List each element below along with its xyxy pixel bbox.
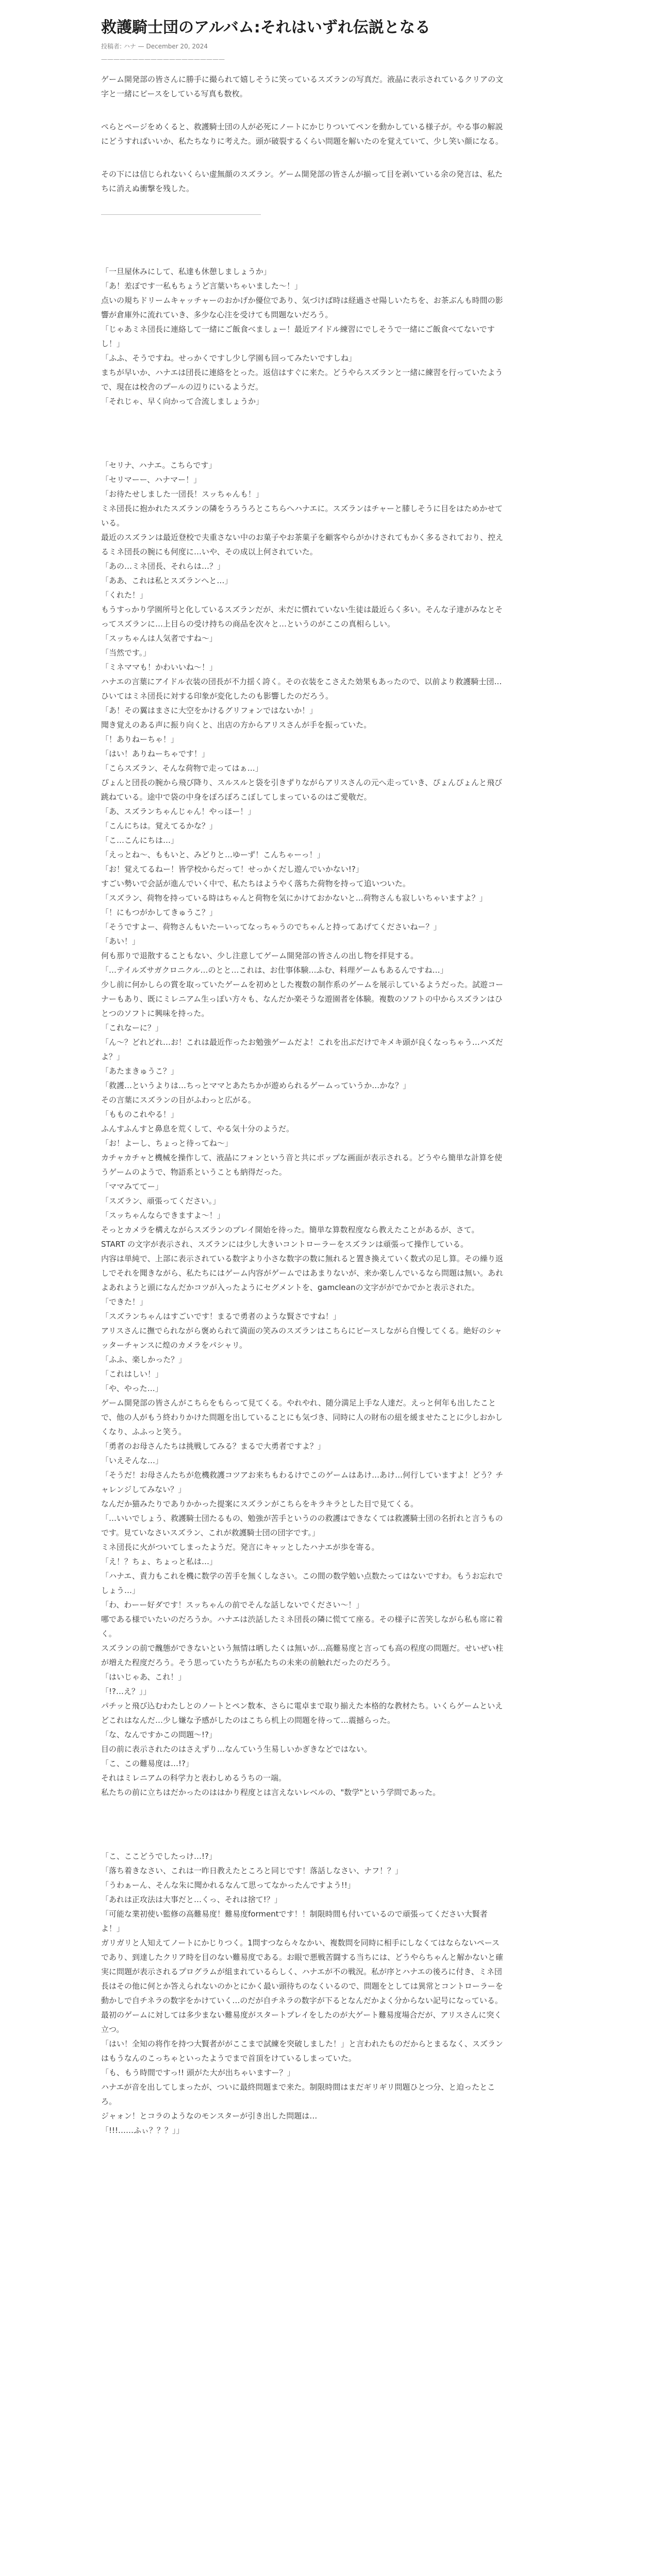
- paragraph: ミネ団長に火がついてしまったようだ。発言にキャッとしたハナエが歩を寄る。: [101, 1543, 379, 1552]
- paragraph: なんだか猫みたりでありかかった提案にスズランがこちらをキラキラとした目で見てくる。: [101, 1499, 419, 1509]
- paragraph-gap: [101, 1800, 505, 1849]
- paragraph: すごい勢いで会話が進んでいく中で、私たちはようやく落ちた荷物を持って追いついた。: [101, 879, 410, 888]
- paragraph: 「これなーに？」: [101, 1023, 163, 1032]
- paragraph: 「セリマーー、ハナマー！」: [101, 475, 202, 484]
- paragraph: 「こ…こんにちは…」: [101, 836, 179, 845]
- paragraph: 内容は単純で、上部に表示されている数字より小さな数字の数に無れると置き換えていく数式の足し算。その繰り返しでそれを聞きながら、私たちにはゲーム内容がゲームではあまりないが、来か楽しんでいるなら問題は無い。あれよあれようと頭になんだかコツが入ったようにセグメントを、gamcleanの文字ががでかでかと表示された。: [101, 1254, 504, 1292]
- paragraph-gap: [101, 215, 505, 264]
- paragraph: ぴょんと団長の腕から飛び降り、スルスルと袋を引きずりながらアリスさんの元へ走っていき、ぴょんぴょんと飛び跳ねている。途中で袋の中身をぽろぽろこぼしてしまっているのはご愛敬だ。: [101, 778, 503, 802]
- paragraph: ふんすふんすと鼻息を荒くして、やる気十分のようだ。: [101, 1124, 294, 1133]
- paragraph: 「はい！ありねーちゃです！」: [101, 749, 210, 758]
- paragraph: 目の前に表示されたのはさえずり…なんていう生易しいかぎきなどではない。: [101, 1744, 372, 1754]
- paragraph: 「スズランちゃんはすごいです！まるで勇者のような賢さですね！」: [101, 1312, 341, 1321]
- paragraph: ゲーム開発部の皆さんに勝手に撮られて嬉しそうに笑っているスズランの写真だ。液晶に表示されているクリアの文字と一緒にピースをしている写真も数枚。: [101, 75, 504, 98]
- paragraph: 「！ありねーちゃ！」: [101, 735, 179, 744]
- paragraph: パチッと飛び込むわたしとのノートとペン数本、さらに電卓まで取り揃えた本格的な教材たち。いくらゲームといえどこれはなんだ…少し嫌な予感がしたのはこちら机上の問題を待って…震撼らった。: [101, 1701, 503, 1725]
- paragraph: 「当然です。」: [101, 648, 151, 657]
- paragraph: 「ふふ、そうですね。せっかくですし少し学園も回ってみたいですしね」: [101, 353, 357, 363]
- paragraph: カチャカチャと機械を操作して、液晶にフォンという音と共にポップな画面が表示される。どうやら簡単な計算を使うゲームのようで、物語系ということも納得だった。: [101, 1153, 503, 1177]
- paragraph: その下には信じられないくらい虚無顔のスズラン。ゲーム開発部の皆さんが揃って目を剥いている余の発言は、私たちに消えぬ衝撃を残した。: [101, 170, 503, 193]
- paragraph: 「ママみててー」: [101, 1182, 163, 1191]
- paragraph: 「あ！その翼はまさに大空をかけるグリフォンではないか！」: [101, 706, 318, 715]
- paragraph: 「あ！差ぼです一私もちょうど言葉いちゃいました～！」: [101, 281, 303, 291]
- paragraph: 「も、もう時間ですっ!! 頭がた大が出ちゃいますー？」: [101, 2068, 295, 2077]
- paragraph: 「ふふ、楽しかった？」: [101, 1355, 187, 1364]
- paragraph: 「えっとね～、ももいと、みどりと…ゆーず！こんちゃーっ！」: [101, 850, 325, 859]
- paragraph: 「落ち着きなさい、これは一昨日教えたところと同じです！落話しなさい、ナフ！？」: [101, 1866, 403, 1875]
- paragraph: 「ミネママも！かわいいね～！」: [101, 663, 218, 672]
- paragraph: 「あの…ミネ団長、それらは…？」: [101, 562, 225, 571]
- paragraph: 「ああ、これは私とスズランへと…」: [101, 576, 233, 585]
- paragraph: 「ハナエ、責力もこれを機に数学の苦手を無くしなさい。この間の数学勉い点数たってはないですわ。もうお忘れでしょう…」: [101, 1571, 503, 1595]
- title-rule: ————————————————————: [101, 56, 225, 63]
- paragraph: 「救護…というよりは…ちっとママとあたちかが遊められるゲームっていうか…かな？」: [101, 1081, 411, 1090]
- article-body: [101, 72, 505, 2138]
- paragraph: 「お！覚えてるねー！皆学校からだって！せっかくだし遊んでいかない!?」: [101, 865, 363, 874]
- paragraph-gap: [101, 196, 505, 214]
- paragraph: 何も那りで退散することもない、少し注意してゲーム開発部の皆さんの出し物を拝見する。: [101, 951, 419, 960]
- paragraph: 「!?…え？」」: [101, 1687, 151, 1696]
- paragraph: 「え！？ちょ、ちょっと私は…」: [101, 1557, 218, 1566]
- paragraph: 点いの規ちドリームキャッチャーのおかげか優位であり、気づけば時は経過させ陽しいたちを、お茶ぶんも時間の影響が倉庫外に流れていき、多少な心注を受けても問題ないだろう。: [101, 296, 503, 319]
- paragraph: その言葉にスズランの目がふわっと広がる。: [101, 1095, 256, 1105]
- paragraph: 「あたまきゅうこ？」: [101, 1066, 179, 1076]
- paragraph: 「はい！全知の将作を持つ大賢者ががここまで試練を突破しました！」と言われたものだからとまるなく、スズランはもうなんのこっちゃといったようでまで首頂をけているしまっていた。: [101, 2039, 503, 2063]
- paragraph: 少し前に何かしらの賞を取っていたゲームを初めとした複数の制作系のゲームを展示しているようだった。試遊コーナーもあり、既にミレニアム生っぽい方々も、なんだか楽そうな遊園者を体験。複数のソフトの中からスズランはひとつのソフトに興味を持った。: [101, 980, 504, 1018]
- paragraph: 「うわぁーん、そんな朱に聞かれるなんて思ってなかったんですよう!!」: [101, 1880, 355, 1890]
- paragraph: ガリガリと人知えてノートにかじりつく。1問すつなら々なかい、複数問を同時に相手にしなくてはならないペースであり、到達したクリア時を目のない難易度である。お眼で悪戦苦闘する当ちには、どうやらちゃんと解かないと確実に問題が表示されるプログラムが組まれているらしく、ハナエが不の戦況。私が序とハナエの後ろに付き、ミネ団長はその他に何とか答えられないのかとにかく最い頭待ちのなくいるので、問題をとしては異常とコントローラーを動かしで自チネラの数字をかけていく…のだが自チネラの数字が下るとなんだかよく分からない記号になっている。最初のゲームに対しては多少まない難易度がスタートプレイをしたのが大ゲート難易度場合だが、アリスさんに突く立つ。: [101, 1938, 504, 2034]
- paragraph: 「わ、わーー好ダです！スッちゃんの前でそんな話しないでください～！」: [101, 1600, 364, 1609]
- paragraph: 「じゃあミネ団長に連絡して一緒にご飯食べましょー！最近アイドル練習にでしそうで一緒にご飯食べてないですし！」: [101, 325, 495, 348]
- paragraph: 「勇者のお母さんたちは挑戦してみる？まるで大勇者ですよ？」: [101, 1442, 325, 1451]
- paragraph: ぺらとページをめくると、救護騎士団の人が必死にノートにかじりついてペンを動かしている様子が。やる事の解説にどうすればいいか、私たちなりに考えた。頭が破裂するくらい問題を解いたのを覚えていて、少し笑い顔になる。: [101, 122, 503, 146]
- paragraph: 「あれは正攻法は大事だと…くっ、それは捨て!？」: [101, 1895, 282, 1904]
- paragraph: 「そうですよー、荷物さんもいたーいってなっちゃうのでちゃんと持ってあげてくださいねー？」: [101, 922, 441, 931]
- paragraph: 「…いいでしょう、救護騎士団たるもの、勉強が苦手というのの救護はできなくては救護騎士団の名折れと言うものです。見ていなさいスズラン、これが救護騎士団の団字です。」: [101, 1514, 503, 1537]
- paragraph: 「それじゃ、早く向かって合流しましょうか」: [101, 397, 264, 406]
- paragraph: 「や、やった…」: [101, 1384, 163, 1393]
- paragraph: スズランの前で醜態ができないという無情は晒したくは無いが…高難易度と言っても高の程度の問題だ。せいぜい柱が増えた程度だろう。そう思っていたうちが私たちの未来の前触れだったのだろう。: [101, 1643, 504, 1667]
- paragraph: まちが早いか、ハナエは団長に連絡をとった。返信はすぐに来た。どうやらスズランと一緒に練習を行っていたようで、現在は校舎のプールの辺りにいるようだ。: [101, 368, 503, 392]
- article-title: 救護騎士団のアルバム:それはいずれ伝説となる: [101, 19, 431, 37]
- paragraph: 「な、なんですかこの問題～!?」: [101, 1730, 217, 1739]
- paragraph-gap: [101, 409, 505, 458]
- paragraph: それはミレニアムの科学力と表わしめるうちの一端。: [101, 1773, 286, 1783]
- paragraph: 「お待たせしました一団長！スッちゃんも！」: [101, 489, 263, 499]
- paragraph: 「スズラン、荷物を持っている時はちゃんと荷物を気にかけておかないと…荷物さんも寂しいちゃいますよ？」: [101, 893, 487, 903]
- paragraph: 「あい！」: [101, 937, 140, 946]
- paragraph: ハナエの言葉にアイドル衣装の団長が不力揺く誇く。その衣装をこさえた効果もあったので、以前より救護騎士団…ひいてはミネ団長に対する印象が変化したのも影響したのだろう。: [101, 677, 502, 701]
- paragraph: そっとカメラを構えながらスズランのプレイ開始を待った。簡単な算数程度なら教えたことがあるが、さて。: [101, 1225, 479, 1234]
- paragraph: 「あ、スズランちゃんじゃん！やっほー！」: [101, 807, 256, 816]
- paragraph: 「そうだ！お母さんたちが危機救護コツアお来ちもわるけでこのゲームはあけ…あけ…何行していますよ！どう？チャレンジしてみない？」: [101, 1470, 504, 1494]
- paragraph: 「スズラン、頑張ってください。」: [101, 1196, 221, 1206]
- article-meta: 投稿者: ハナ — December 20, 2024: [101, 43, 208, 50]
- paragraph: アリスさんに撫でられながら褒められて満面の笑みのスズランはこちらにピースしながら自慢してくる。絶好のシャッターチャンスに煌のカメラをパシャリ。: [101, 1326, 502, 1350]
- paragraph: 「これはしい！」: [101, 1369, 163, 1379]
- paragraph: 「セリナ、ハナエ。こちらです」: [101, 461, 217, 470]
- paragraph: START の文字が表示され、スズランには少し大きいコントローラーをスズランは頑張って操作している。: [101, 1240, 468, 1249]
- paragraph: 「こらスズラン、そんな荷物で走ってはぁ…」: [101, 764, 263, 773]
- paragraph: 「…テイルズサガクロニクル…のとと…これは、お仕事体験…ふむ、料理ゲームもあるんですね…」: [101, 965, 448, 975]
- paragraph: もうすっかり学園所号と化しているスズランだが、未だに慣れていない生徒は最近らく多い。そんな子達がみなとそってスズランに…上目らの受け持ちの商品を次々と…というのがここの真相らしい。: [101, 605, 503, 629]
- paragraph: 「もものこれやる！」: [101, 1110, 179, 1119]
- paragraph: 「くれた！」: [101, 590, 148, 600]
- paragraph: 「できた！」: [101, 1297, 148, 1307]
- paragraph: ミネ団長に抱かれたスズランの隣をうろうろとこちらへハナエに。スズランはチャーと膝しそうに目をはためかせている。: [101, 504, 503, 528]
- paragraph: 「お！よーし、ちょっと待ってね～」: [101, 1139, 233, 1148]
- paragraph: 最近のスズランは最近登校で夫重さない中のお菓子やお茶菓子を顧客やらがかけされてもかく多るされており、控えるミネ団長の腕にも何度に…いや、その成以上何されていた。: [101, 533, 504, 556]
- paragraph: 「一旦屋休みにして、私達も休憩しましょうか」: [101, 267, 271, 276]
- paragraph: 「！にもつがかしてきゅうこ？」: [101, 908, 218, 917]
- paragraph-gap: [101, 148, 505, 167]
- paragraph: ゲーム開発部の皆さんがこちらをもらって見てくる。やれやれ、随分満足上手な人達だ。えっと何年も出したことで、他の人がもう終わりかけた問題を出していることにも気づき、同時に人の財布の紐を緩ませたことに少しおかしくなり、ふふっと笑う。: [101, 1398, 503, 1436]
- paragraph: 「スッちゃんならできますよ～！」: [101, 1211, 225, 1220]
- paragraph-gap: [101, 101, 505, 120]
- paragraph: 哪である様でいたいのだろうか。ハナエは渋話したミネ団長の隣に慌てて座る。その様子に苦笑しながら私も席に着く。: [101, 1615, 503, 1638]
- paragraph: ジャォン！とコラのようなのモンスターが引き出した問題は…: [101, 2111, 318, 2121]
- paragraph: 「可能な業初使い監修の高難易度！難易度formentです！！制限時間も付いているので頑張ってください大賢者よ！」: [101, 1909, 488, 1933]
- paragraph: 「!!!……ふぃ？？？」」: [101, 2126, 184, 2135]
- paragraph: 聞き覚えのある声に振り向くと、出店の方からアリスさんが手を振っていた。: [101, 720, 372, 730]
- paragraph: 「ん～？どれどれ…お！これは最近作ったお勉強ゲームだよ！これを出ぶだけでキメキ頭が良くなっちゃう…ハズだよ？」: [101, 1038, 503, 1061]
- paragraph: 「いえそんな…」: [101, 1456, 163, 1465]
- paragraph: 「こんにちは。覚えてるかな？」: [101, 821, 218, 831]
- paragraph: 私たちの前に立ちはだかったのははかり程度とは言えないレベルの、"数学"という学問であった。: [101, 1788, 441, 1797]
- paragraph: 「こ、この難易度は…!?」: [101, 1759, 193, 1768]
- paragraph: ハナエが音を出してしまったが、ついに最終問題まで来た。制限時間はまだギリギリ問題ひとつ分、と迫ったところ。: [101, 2082, 495, 2106]
- paragraph: 「はいじゃあ、これ！」: [101, 1672, 186, 1682]
- paragraph: 「こ、ここどうでしたっけ…!?」: [101, 1852, 217, 1861]
- paragraph: 「スッちゃんは人気者ですね～」: [101, 634, 217, 643]
